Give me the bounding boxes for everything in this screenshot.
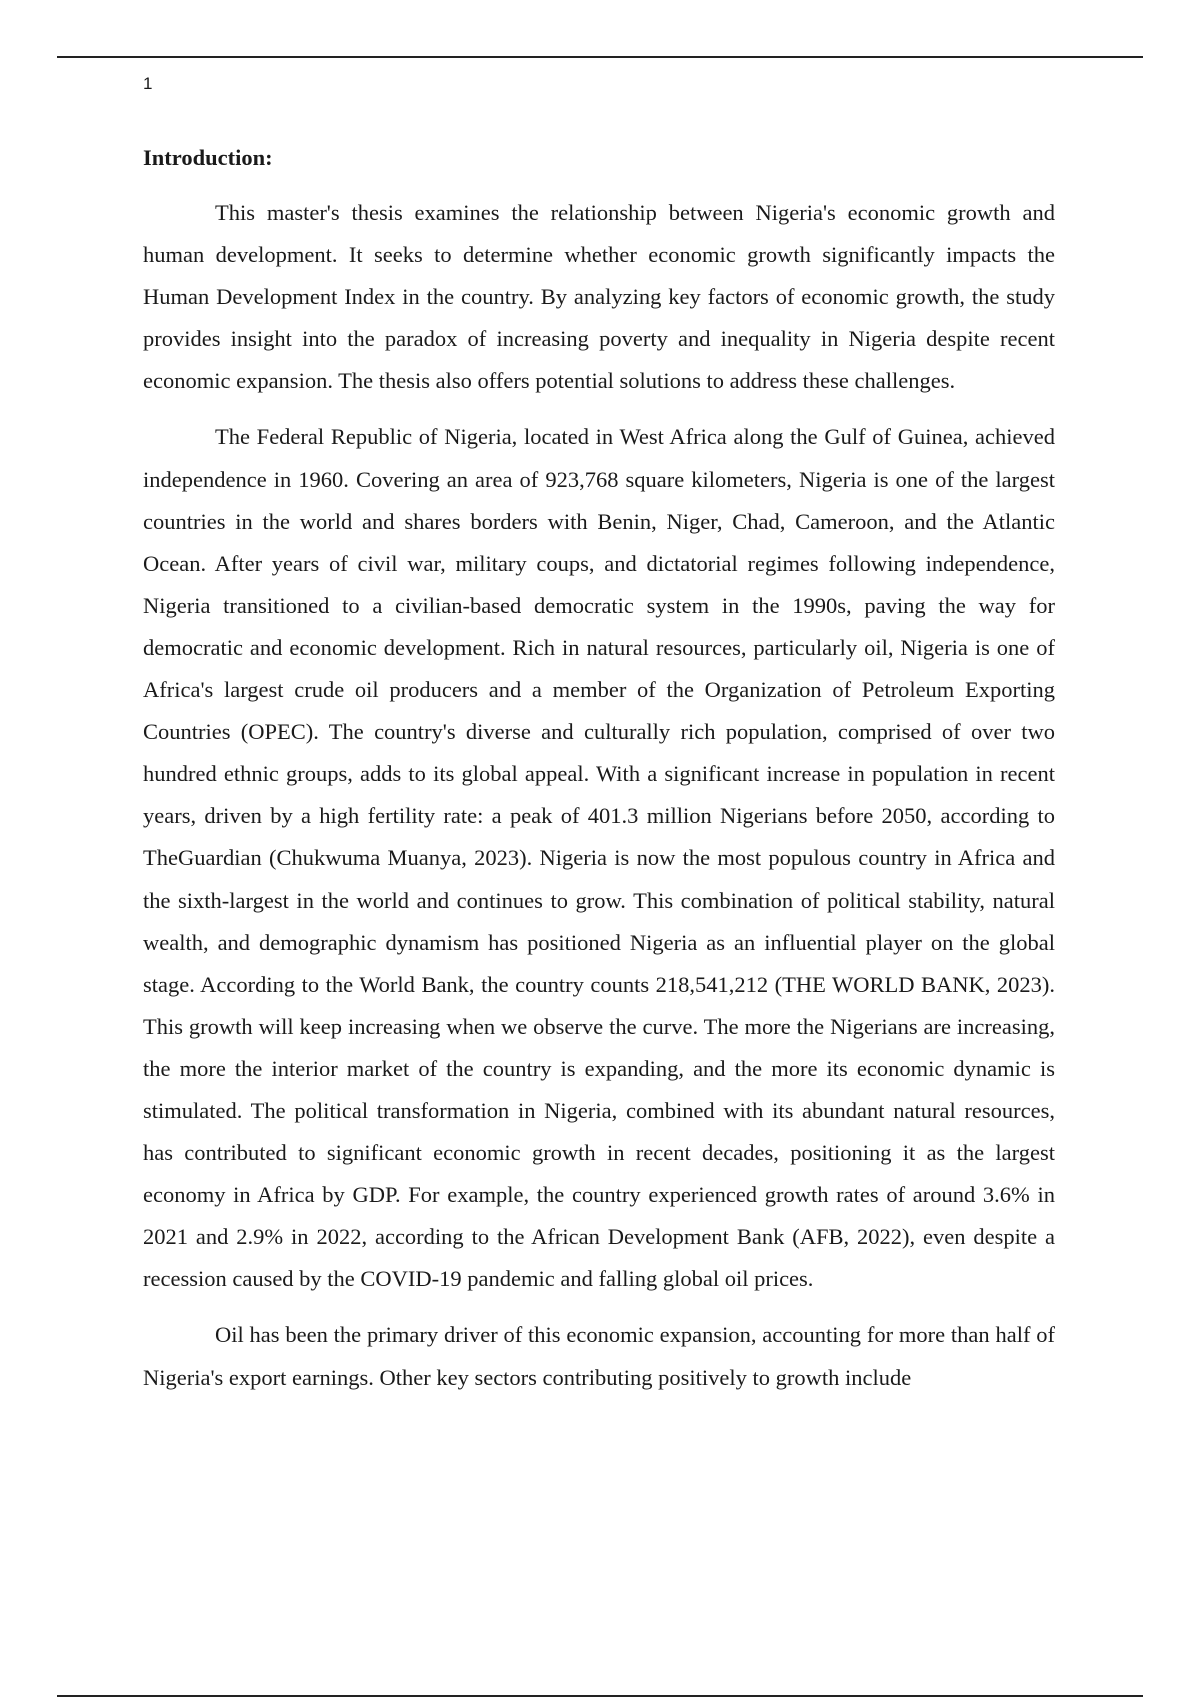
page-number: 1 <box>143 74 153 93</box>
footer-rule <box>57 1695 1143 1697</box>
section-heading: Introduction: <box>143 145 273 170</box>
header-rule <box>57 56 1143 58</box>
paragraph-1: This master's thesis examines the relationship between Nigeria's economic growth and human development. It seeks to determine whether economic growth significantly impacts the Human Development Index in the country. By analyzing key factors of economic growth, the study provides insight into the paradox of increasing poverty and inequality in Nigeria despite recent economic expansion. The thesis also offers potential solutions to address these challenges. <box>143 200 1055 394</box>
paragraph-2: The Federal Republic of Nigeria, located in West Africa along the Gulf of Guinea, achieved independence in 1960. Covering an area of 923,768 square kilometers, Nigeria is one of the largest countries in the world and shares borders with Benin, Niger, Chad, Cameroon, and the Atlantic Ocean. After years of civil war, military coups, and dictatorial regimes following independence, Nigeria transitioned to a civilian-based democratic system in the 1990s, paving the way for democratic and economic development. Rich in natural resources, particularly oil, Nigeria is one of Africa's largest crude oil producers and a member of the Organization of Petroleum Exporting Countries (OPEC). The country's diverse and culturally rich population, comprised of over two hundred ethnic groups, adds to its global appeal. With a significant increase in population in recent years, driven by a high fertility rate: a peak of 401.3 million Nigerians before 2050, according to TheGuardian (Chukwuma Muanya, 2023). Nigeria is now the most populous country in Africa and the sixth-largest in the world and continues to grow. This combination of political stability, natural wealth, and demographic dynamism has positioned Nigeria as an influential player on the global stage. According to the World Bank, the country counts 218,541,212 (THE WORLD BANK, 2023). This growth will keep increasing when we observe the curve. The more the Nigerians are increasing, the more the interior market of the country is expanding, and the more its economic dynamic is stimulated. The political transformation in Nigeria, combined with its abundant natural resources, has contributed to significant economic growth in recent decades, positioning it as the largest economy in Africa by GDP. For example, the country experienced growth rates of around 3.6% in 2021 and 2.9% in 2022, according to the African Development Bank (AFB, 2022), even despite a recession caused by the COVID-19 pandemic and falling global oil prices. <box>143 424 1055 1292</box>
paragraph-3: Oil has been the primary driver of this economic expansion, accounting for more than half of Nigeria's export earnings. Other key sectors contributing positively to growth include <box>143 1322 1055 1390</box>
document-body <box>143 142 1055 1413</box>
